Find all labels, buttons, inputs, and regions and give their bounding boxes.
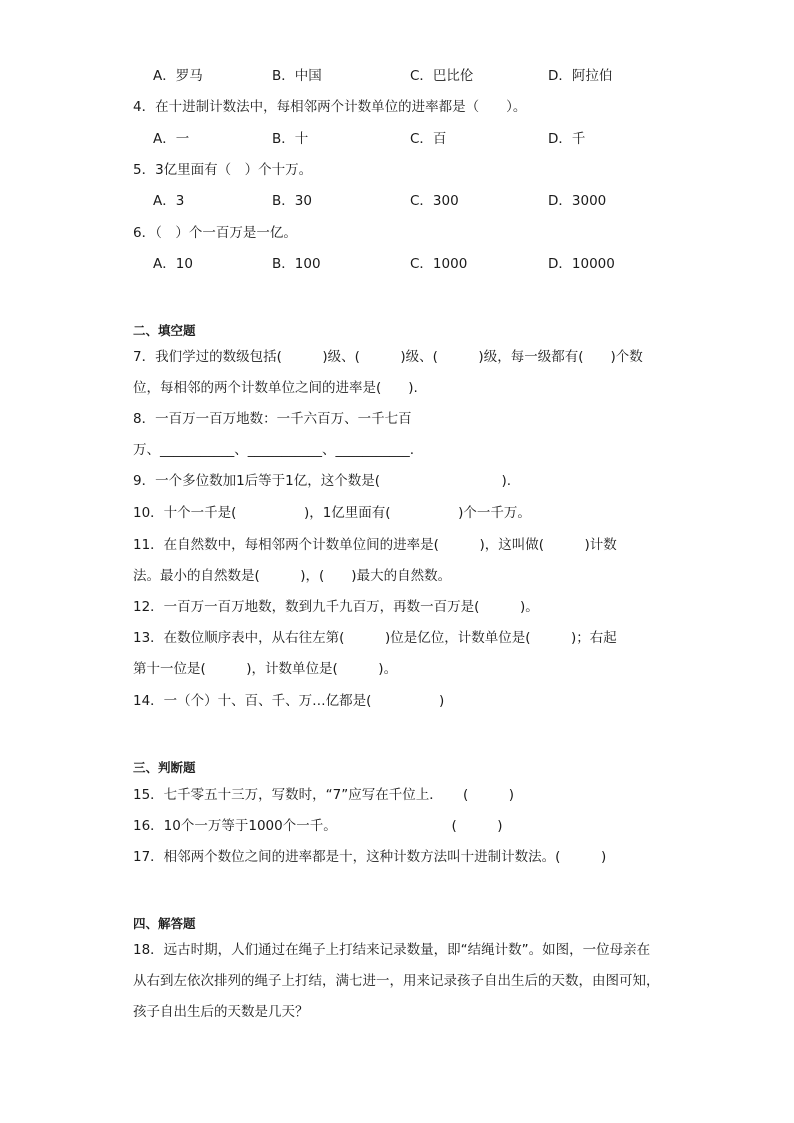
question-18-line-1: 18．远古时期，人们通过在绳子上打结来记录数量，即“结绳计数”。如图，一位母亲在 bbox=[133, 942, 651, 958]
q4-option-c: C．百 bbox=[410, 131, 447, 147]
question-18-line-2: 从右到左依次排列的绳子上打结，满七进一，用来记录孩子自出生后的天数，由图可知， bbox=[133, 973, 660, 989]
q5-option-b: B．30 bbox=[272, 193, 312, 209]
question-8-line-1: 8．一百万一百万地数：一千六百万、一千七百 bbox=[133, 411, 412, 427]
section-3-heading: 三、判断题 bbox=[133, 760, 196, 775]
question-7-line-2: 位，每相邻的两个计数单位之间的进率是( ). bbox=[133, 380, 418, 396]
question-15: 15．七千零五十三万，写数时，“7”应写在千位上． ( ) bbox=[133, 787, 515, 803]
q3-option-d: D．阿拉伯 bbox=[548, 68, 613, 84]
question-9: 9．一个多位数加1后等于1亿，这个数是( ). bbox=[133, 473, 512, 489]
q5-option-c: C．300 bbox=[410, 193, 459, 209]
q6-option-d: D．10000 bbox=[548, 256, 615, 272]
q3-option-b: B．中国 bbox=[272, 68, 322, 84]
question-11-line-2: 法。最小的自然数是( )，( )最大的自然数。 bbox=[133, 568, 452, 584]
q5-option-d: D．3000 bbox=[548, 193, 607, 209]
question-11-line-1: 11．在自然数中，每相邻两个计数单位间的进率是( )，这叫做( )计数 bbox=[133, 537, 617, 553]
question-18-line-3: 孩子自出生后的天数是几天？ bbox=[133, 1004, 309, 1020]
q6-option-c: C．1000 bbox=[410, 256, 468, 272]
question-14: 14．一（个）十、百、千、万…亿都是( ) bbox=[133, 693, 445, 709]
q5-option-a: A．3 bbox=[153, 193, 185, 209]
question-12: 12．一百万一百万地数，数到九千九百万，再数一百万是( )。 bbox=[133, 599, 539, 615]
question-10: 10．十个一千是( )，1亿里面有( )个一千万。 bbox=[133, 505, 531, 521]
q4-option-a: A．一 bbox=[153, 131, 190, 147]
question-7-line-1: 7．我们学过的数级包括( )级、( )级、( )级，每一级都有( )个数 bbox=[133, 349, 643, 365]
q3-option-a: A．罗马 bbox=[153, 68, 203, 84]
question-16: 16．10个一万等于1000个一千。 ( ) bbox=[133, 818, 503, 834]
q6-option-a: A．10 bbox=[153, 256, 193, 272]
q3-option-c: C．巴比伦 bbox=[410, 68, 474, 84]
section-2-heading: 二、填空题 bbox=[133, 323, 196, 338]
question-6-stem: 6．（ ）个一百万是一亿。 bbox=[133, 225, 297, 241]
section-4-heading: 四、解答题 bbox=[133, 916, 196, 931]
q4-option-b: B．十 bbox=[272, 131, 309, 147]
q4-option-d: D．千 bbox=[548, 131, 586, 147]
question-4-stem: 4．在十进制计数法中，每相邻两个计数单位的进率都是（ ）。 bbox=[133, 99, 527, 115]
question-8-line-2: 万、___________、___________、___________. bbox=[133, 442, 415, 458]
q6-option-b: B．100 bbox=[272, 256, 321, 272]
question-13-line-1: 13．在数位顺序表中，从右往左第( )位是亿位，计数单位是( )；右起 bbox=[133, 630, 617, 646]
question-13-line-2: 第十一位是( )，计数单位是( )。 bbox=[133, 661, 398, 677]
question-5-stem: 5．3亿里面有（ ）个十万。 bbox=[133, 162, 313, 178]
question-17: 17．相邻两个数位之间的进率都是十，这种计数方法叫十进制计数法。( ) bbox=[133, 849, 607, 865]
